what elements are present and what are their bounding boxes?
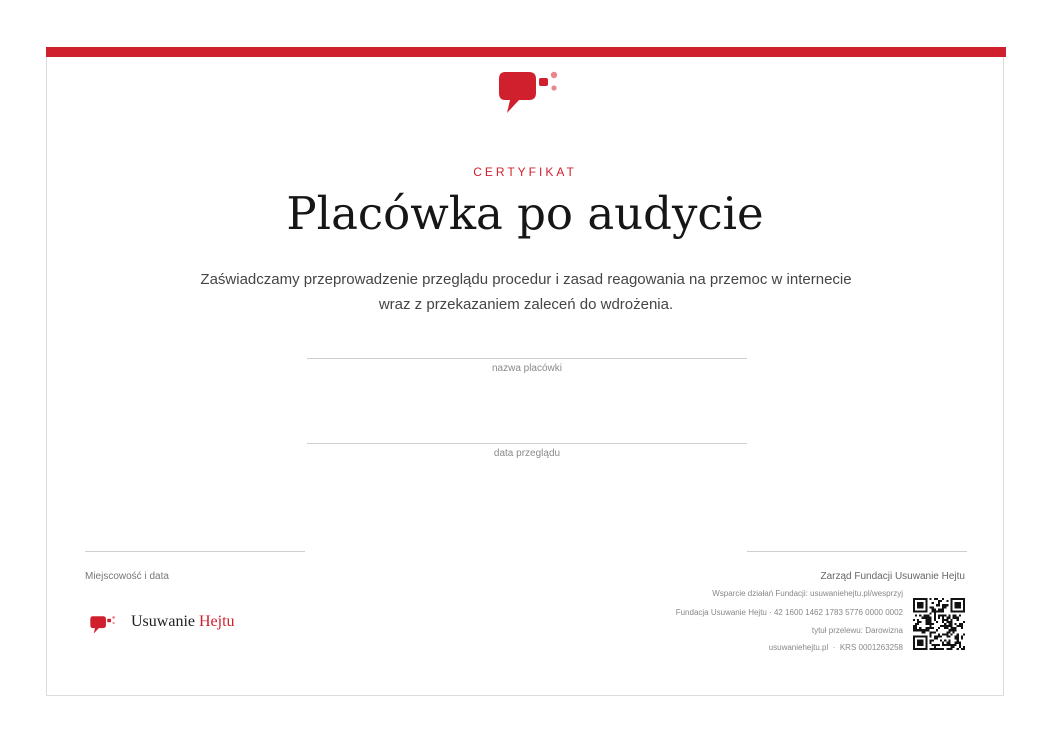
field-caption-facility: nazwa placówki <box>491 363 563 374</box>
signature-line-right <box>747 551 967 552</box>
qr-code-icon <box>913 598 965 650</box>
certificate <box>46 47 1004 696</box>
support-line: Wsparcie działań Fundacji: usuwaniehejtu.pl/wesprzyj <box>712 589 903 598</box>
field-line-date <box>307 443 747 444</box>
account-line: Fundacja Usuwanie Hejtu · 42 1600 1462 1783 5776 0000 0002 <box>675 608 903 617</box>
certificate-title: Placówka po audycie <box>286 187 764 240</box>
certificate-lead: Zaświadczamy przeprowadzenie przeglądu procedur i zasad reagowania na przemoc w internecie wraz z przekazaniem zaleceń do wdrożenia. <box>200 271 852 313</box>
brand-wordmark <box>131 613 235 631</box>
brand-second: Hejtu <box>198 613 235 630</box>
speech-bubble-icon <box>497 69 561 121</box>
certificate-kicker: CERTYFIKAT <box>473 165 577 179</box>
signature-line-left <box>85 551 305 552</box>
transfer-title: tytuł przelewu: Darowizna <box>811 626 903 635</box>
brand-first: Usuwanie <box>131 613 195 630</box>
board-label: Zarząd Fundacji Usuwanie Hejtu <box>820 571 965 582</box>
site-line: usuwaniehejtu.pl · KRS 0001263258 <box>768 643 903 652</box>
place-date-label: Miejscowość i data <box>85 571 169 582</box>
field-caption-date: data przeglądu <box>493 448 561 459</box>
field-line-facility <box>307 358 747 359</box>
top-accent-bar <box>46 47 1006 57</box>
brand-bubble-icon <box>89 615 117 637</box>
